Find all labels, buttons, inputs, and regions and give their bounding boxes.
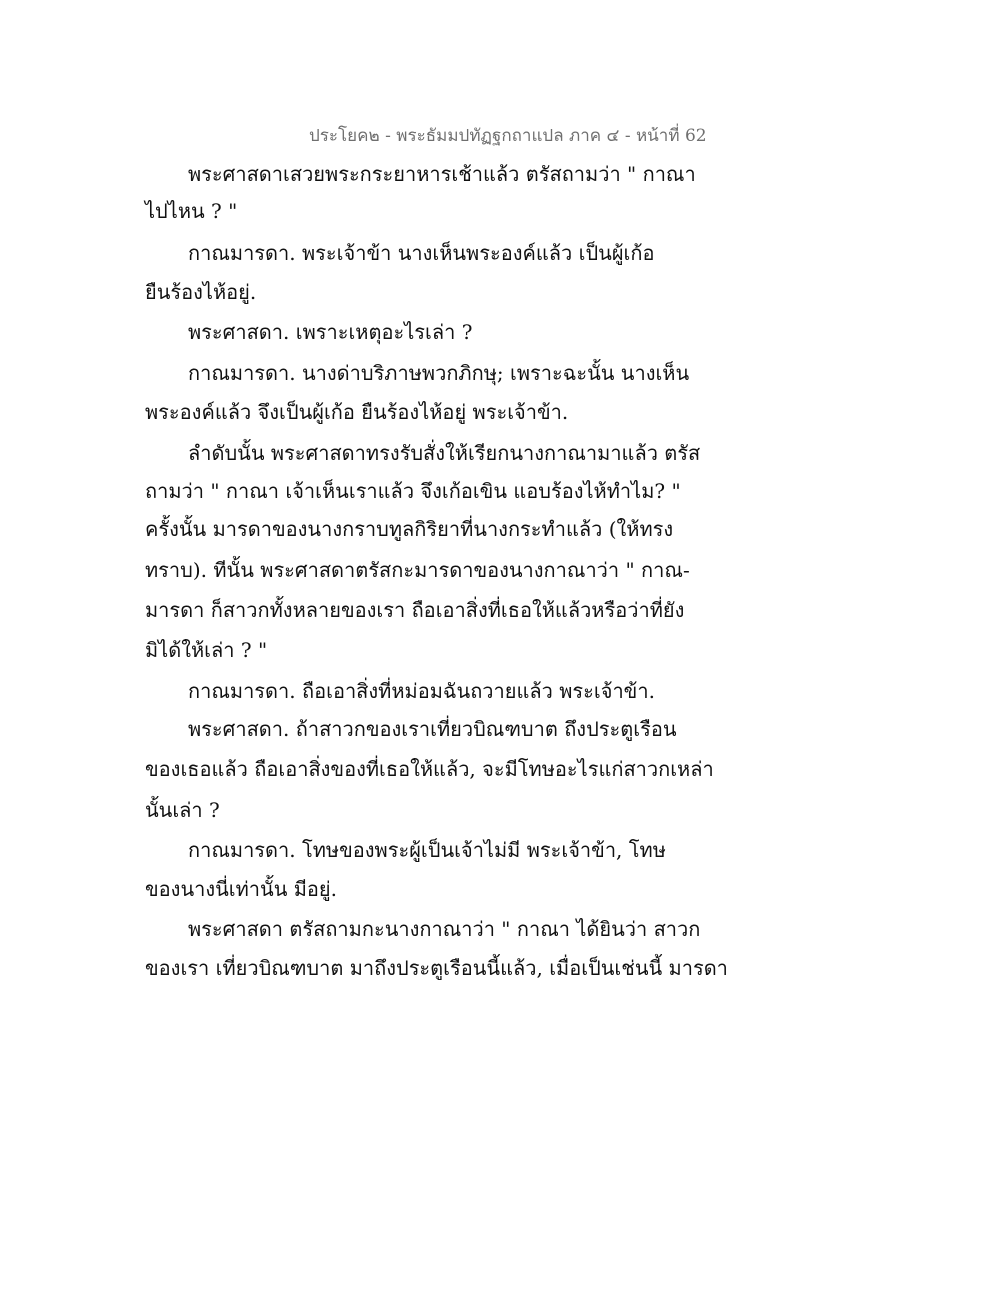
- text-line: พระองค์แล้ว จึงเป็นผู้เก้อ ยืนร้องไห้อยู่ พระเจ้าข้า.: [145, 400, 569, 424]
- text-line: ครั้งนั้น มารดาของนางกราบทูลกิริยาที่นางกระทำแล้ว (ให้ทรง: [145, 517, 674, 541]
- text-line: ยืนร้องไห้อยู่.: [145, 280, 257, 304]
- text-line: พระศาสดา. เพราะเหตุอะไรเล่า ?: [188, 320, 473, 344]
- text-line: กาณมารดา. พระเจ้าข้า นางเห็นพระองค์แล้ว เป็นผู้เก้อ: [188, 241, 655, 265]
- running-head: ประโยค๒ - พระธัมมปทัฏฐกถาแปล ภาค ๔ - หน้าที่ 62: [309, 126, 707, 146]
- text-line: มิได้ให้เล่า ? ": [145, 638, 268, 662]
- text-line: ของเรา เที่ยวบิณฑบาต มาถึงประตูเรือนนี้แล้ว, เมื่อเป็นเช่นนี้ มารดา: [145, 956, 728, 980]
- text-line: มารดา ก็สาวกทั้งหลายของเรา ถือเอาสิ่งที่เธอให้แล้วหรือว่าที่ยัง: [145, 598, 685, 622]
- text-line: ไปไหน ? ": [145, 199, 238, 223]
- text-line: พระศาสดา ตรัสถามกะนางกาณาว่า " กาณา ได้ยินว่า สาวก: [188, 917, 701, 941]
- text-line: พระศาสดา. ถ้าสาวกของเราเที่ยวบิณฑบาต ถึงประตูเรือน: [188, 717, 677, 741]
- text-line: ของนางนี่เท่านั้น มีอยู่.: [145, 877, 338, 901]
- text-line: ถามว่า " กาณา เจ้าเห็นเราแล้ว จึงเก้อเขิน แอบร้องไห้ทำไม? ": [145, 479, 681, 503]
- text-line: ของเธอแล้ว ถือเอาสิ่งของที่เธอให้แล้ว, จะมีโทษอะไรแก่สาวกเหล่า: [145, 757, 714, 781]
- text-line: นั้นเล่า ?: [145, 798, 220, 822]
- text-line: กาณมารดา. ถือเอาสิ่งที่หม่อมฉันถวายแล้ว พระเจ้าข้า.: [188, 679, 655, 703]
- text-line: ทราบ). ทีนั้น พระศาสดาตรัสกะมารดาของนางกาณาว่า " กาณ-: [145, 558, 690, 582]
- text-line: พระศาสดาเสวยพระกระยาหารเช้าแล้ว ตรัสถามว่า " กาณา: [188, 162, 696, 186]
- text-line: กาณมารดา. นางด่าบริภาษพวกภิกษุ; เพราะฉะนั้น นางเห็น: [188, 361, 690, 385]
- text-line: กาณมารดา. โทษของพระผู้เป็นเจ้าไม่มี พระเจ้าข้า, โทษ: [188, 838, 666, 862]
- text-line: ลำดับนั้น พระศาสดาทรงรับสั่งให้เรียกนางกาณามาแล้ว ตรัส: [188, 441, 701, 465]
